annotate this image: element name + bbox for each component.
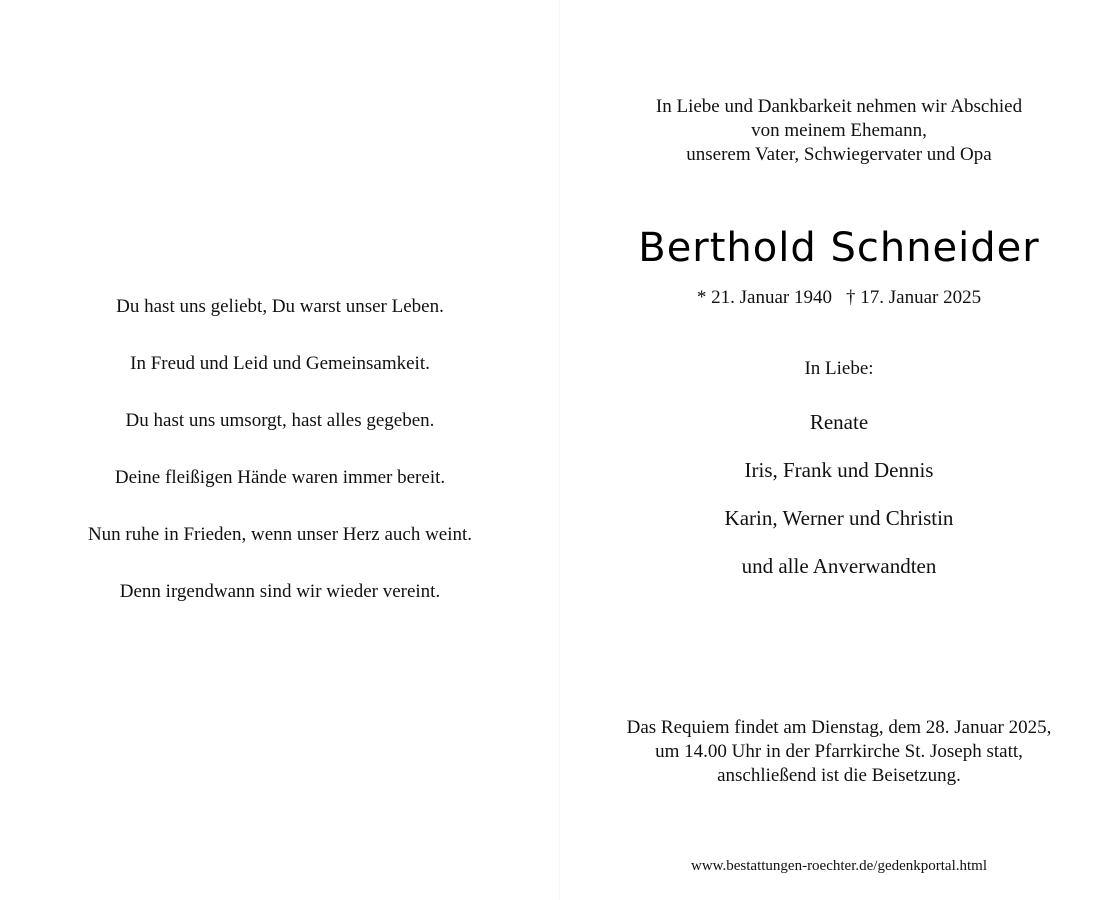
- requiem-line: Das Requiem findet am Dienstag, dem 28. Januar 2025,: [626, 717, 1052, 738]
- requiem-notice: [580, 716, 1098, 788]
- page-fold-divider: [559, 0, 560, 900]
- mourners-list: [580, 406, 1098, 598]
- mourner-name: Iris, Frank und Dennis: [744, 458, 934, 482]
- requiem-line: anschließend ist die Beisetzung.: [717, 765, 961, 786]
- announcement-panel: [580, 0, 1098, 900]
- poem-line: Denn irgendwann sind wir wieder vereint.: [119, 581, 441, 602]
- mourner-name: Renate: [809, 410, 869, 434]
- life-dates: [580, 285, 1098, 311]
- birth-date: * 21. Januar 1940: [696, 287, 832, 308]
- mourners-heading: In Liebe:: [804, 358, 874, 379]
- intro-line: von meinem Ehemann,: [751, 120, 927, 141]
- requiem-line: um 14.00 Uhr in der Pfarrkirche St. Joseph statt,: [655, 741, 1023, 762]
- memorial-portal-url: www.bestattungen-roechter.de/gedenkportal.html: [690, 858, 987, 874]
- poem-line: Deine fleißigen Hände waren immer bereit.: [114, 467, 446, 488]
- mourner-name: Karin, Werner und Christin: [724, 506, 954, 530]
- poem-line: Du hast uns geliebt, Du warst unser Leben.: [116, 296, 444, 317]
- poem-line: Nun ruhe in Frieden, wenn unser Herz auch weint.: [87, 524, 473, 545]
- poem: [40, 292, 520, 634]
- intro-text: [580, 95, 1098, 167]
- intro-line: In Liebe und Dankbarkeit nehmen wir Abschied: [655, 96, 1023, 117]
- poem-line: Du hast uns umsorgt, hast alles gegeben.: [125, 410, 435, 431]
- intro-line: unserem Vater, Schwiegervater und Opa: [686, 144, 992, 165]
- mourner-name: und alle Anverwandten: [741, 554, 937, 578]
- death-date: † 17. Januar 2025: [846, 287, 982, 308]
- poem-line: In Freud und Leid und Gemeinsamkeit.: [130, 353, 430, 374]
- deceased-name: Berthold Schneider: [638, 225, 1040, 271]
